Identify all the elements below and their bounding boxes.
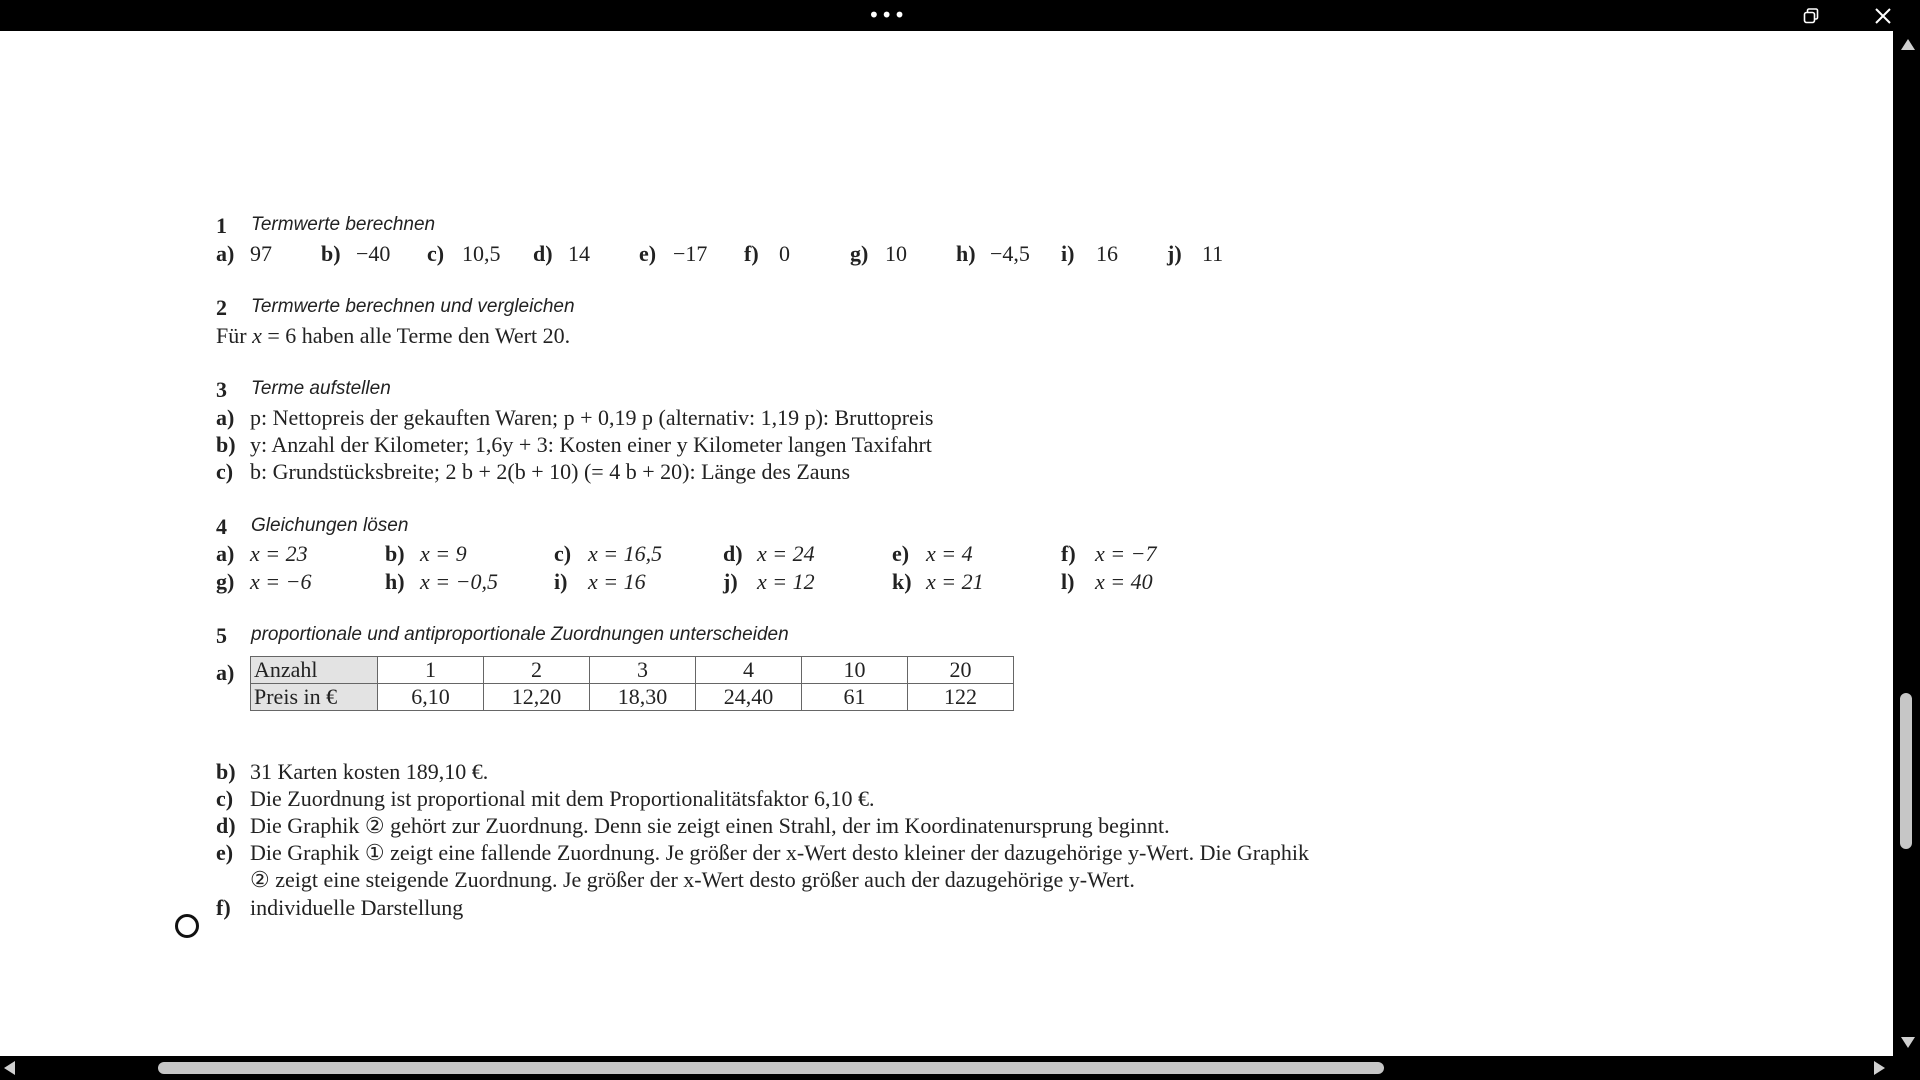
item-text: ② zeigt eine steigende Zuordnung. Je größer der x-Wert desto größer auch der dazugehörige y-Wert.	[250, 867, 1135, 892]
item-label: d)	[216, 813, 236, 838]
table-cell: 10	[802, 657, 908, 684]
section-title: Termwerte berechnen	[251, 214, 436, 235]
table-cell: 6,10	[378, 684, 484, 711]
item-value: x = 21	[926, 569, 984, 594]
table-cell: 4	[696, 657, 802, 684]
scroll-down-arrow-icon[interactable]	[1901, 1037, 1915, 1048]
item-value: x = −6	[250, 569, 312, 594]
item-label: e)	[639, 241, 657, 266]
item-label: k)	[892, 569, 912, 594]
scroll-up-arrow-icon[interactable]	[1901, 39, 1915, 50]
item-label: i)	[554, 569, 568, 594]
item-label: f)	[744, 241, 759, 266]
item-label: a)	[216, 541, 235, 566]
item-label: e)	[216, 840, 234, 865]
variable: x	[252, 323, 262, 348]
item-label: d)	[723, 541, 743, 566]
item-label: c)	[216, 786, 234, 811]
more-options-button[interactable]: •••	[868, 3, 907, 27]
text-part: = 6 haben alle Terme den Wert 20.	[261, 323, 571, 348]
item-label: j)	[1167, 241, 1182, 266]
section-2-text	[216, 323, 570, 349]
item-text: 31 Karten kosten 189,10 €.	[250, 759, 489, 784]
item-value: 14	[568, 241, 590, 266]
item-value: x = 40	[1095, 569, 1153, 594]
item-text: b: Grundstücksbreite; 2 b + 2(b + 10) (= 4 b + 20): Länge des Zauns	[250, 459, 851, 484]
item-label: c)	[216, 459, 234, 484]
item-value: x = 12	[757, 569, 815, 594]
item-value: x = 4	[926, 541, 973, 566]
item-label: b)	[216, 759, 236, 784]
item-value: x = 16	[588, 569, 646, 594]
item-label: b)	[385, 541, 405, 566]
item-text: p: Nettopreis der gekauften Waren; p + 0,19 p (alternativ: 1,19 p): Bruttopreis	[250, 405, 934, 430]
section-number: 5	[216, 623, 227, 648]
item-label: d)	[533, 241, 553, 266]
section-title: Terme aufstellen	[251, 378, 391, 399]
item-text: y: Anzahl der Kilometer; 1,6y + 3: Kosten einer y Kilometer langen Taxifahrt	[250, 432, 932, 457]
section-number: 4	[216, 514, 227, 539]
restore-icon	[1803, 8, 1819, 24]
close-icon	[1874, 7, 1892, 25]
item-value: x = 23	[250, 541, 308, 566]
document-viewport	[0, 31, 1893, 1056]
scroll-left-arrow-icon[interactable]	[4, 1061, 15, 1075]
table-cell: 3	[590, 657, 696, 684]
item-value: −40	[356, 241, 391, 266]
item-label: c)	[427, 241, 445, 266]
item-value: 16	[1096, 241, 1118, 266]
table-cell: 2	[484, 657, 590, 684]
item-text: Die Graphik ② gehört zur Zuordnung. Denn sie zeigt einen Strahl, der im Koordinatenursprung beginnt.	[250, 813, 1170, 838]
vertical-scroll-thumb[interactable]	[1900, 693, 1912, 849]
restore-window-button[interactable]	[1796, 3, 1826, 29]
item-value: x = −0,5	[420, 569, 498, 594]
row-header: Preis in €	[251, 684, 378, 711]
item-value: x = 24	[757, 541, 815, 566]
item-label: g)	[850, 241, 869, 266]
horizontal-scroll-thumb[interactable]	[158, 1062, 1384, 1074]
item-value: 10	[885, 241, 907, 266]
item-label: i)	[1061, 241, 1075, 266]
item-label: a)	[216, 241, 235, 266]
item-value: 11	[1202, 241, 1224, 266]
item-label: f)	[1061, 541, 1076, 566]
title-bar	[0, 0, 1920, 31]
item-text: Die Zuordnung ist proportional mit dem Proportionalitätsfaktor 6,10 €.	[250, 786, 875, 811]
mouse-cursor-ring	[175, 914, 199, 938]
table-row	[251, 657, 1014, 684]
section-number: 3	[216, 377, 227, 402]
item-label: b)	[216, 432, 236, 457]
item-value: x = 16,5	[588, 541, 663, 566]
item-label: g)	[216, 569, 235, 594]
scroll-right-arrow-icon[interactable]	[1874, 1061, 1885, 1075]
table-cell: 12,20	[484, 684, 590, 711]
table-cell: 61	[802, 684, 908, 711]
table-cell: 18,30	[590, 684, 696, 711]
section-title: Gleichungen lösen	[251, 515, 409, 536]
item-label: c)	[554, 541, 572, 566]
item-value: x = 9	[420, 541, 467, 566]
section-title: proportionale und antiproportionale Zuordnungen unterscheiden	[251, 624, 789, 645]
table-cell: 1	[378, 657, 484, 684]
table-cell: 24,40	[696, 684, 802, 711]
close-window-button[interactable]	[1868, 3, 1898, 29]
item-label: e)	[892, 541, 910, 566]
table-row	[251, 684, 1014, 711]
item-label: j)	[723, 569, 738, 594]
item-label: f)	[216, 895, 231, 920]
text-part: Für	[216, 323, 253, 348]
item-value: 0	[779, 241, 790, 266]
item-value: 10,5	[462, 241, 501, 266]
item-label: b)	[321, 241, 341, 266]
table-cell: 122	[908, 684, 1014, 711]
vertical-scrollbar[interactable]	[1893, 31, 1920, 1056]
item-label: a)	[216, 405, 235, 430]
item-label: a)	[216, 660, 235, 685]
item-text: individuelle Darstellung	[250, 895, 464, 920]
item-value: −4,5	[990, 241, 1030, 266]
item-label: l)	[1061, 569, 1075, 594]
item-value: x = −7	[1095, 541, 1157, 566]
item-value: 97	[250, 241, 272, 266]
item-label: h)	[956, 241, 976, 266]
row-header: Anzahl	[251, 657, 378, 684]
item-text: Die Graphik ① zeigt eine fallende Zuordnung. Je größer der x-Wert desto kleiner der dazugehörige y-Wert. Die Graphik	[250, 840, 1309, 865]
section-number: 2	[216, 295, 227, 320]
table-cell: 20	[908, 657, 1014, 684]
value-table	[250, 656, 1014, 711]
section-number: 1	[216, 213, 227, 238]
item-label: h)	[385, 569, 405, 594]
item-value: −17	[673, 241, 708, 266]
horizontal-scrollbar[interactable]	[0, 1056, 1920, 1080]
section-title: Termwerte berechnen und vergleichen	[251, 296, 575, 317]
